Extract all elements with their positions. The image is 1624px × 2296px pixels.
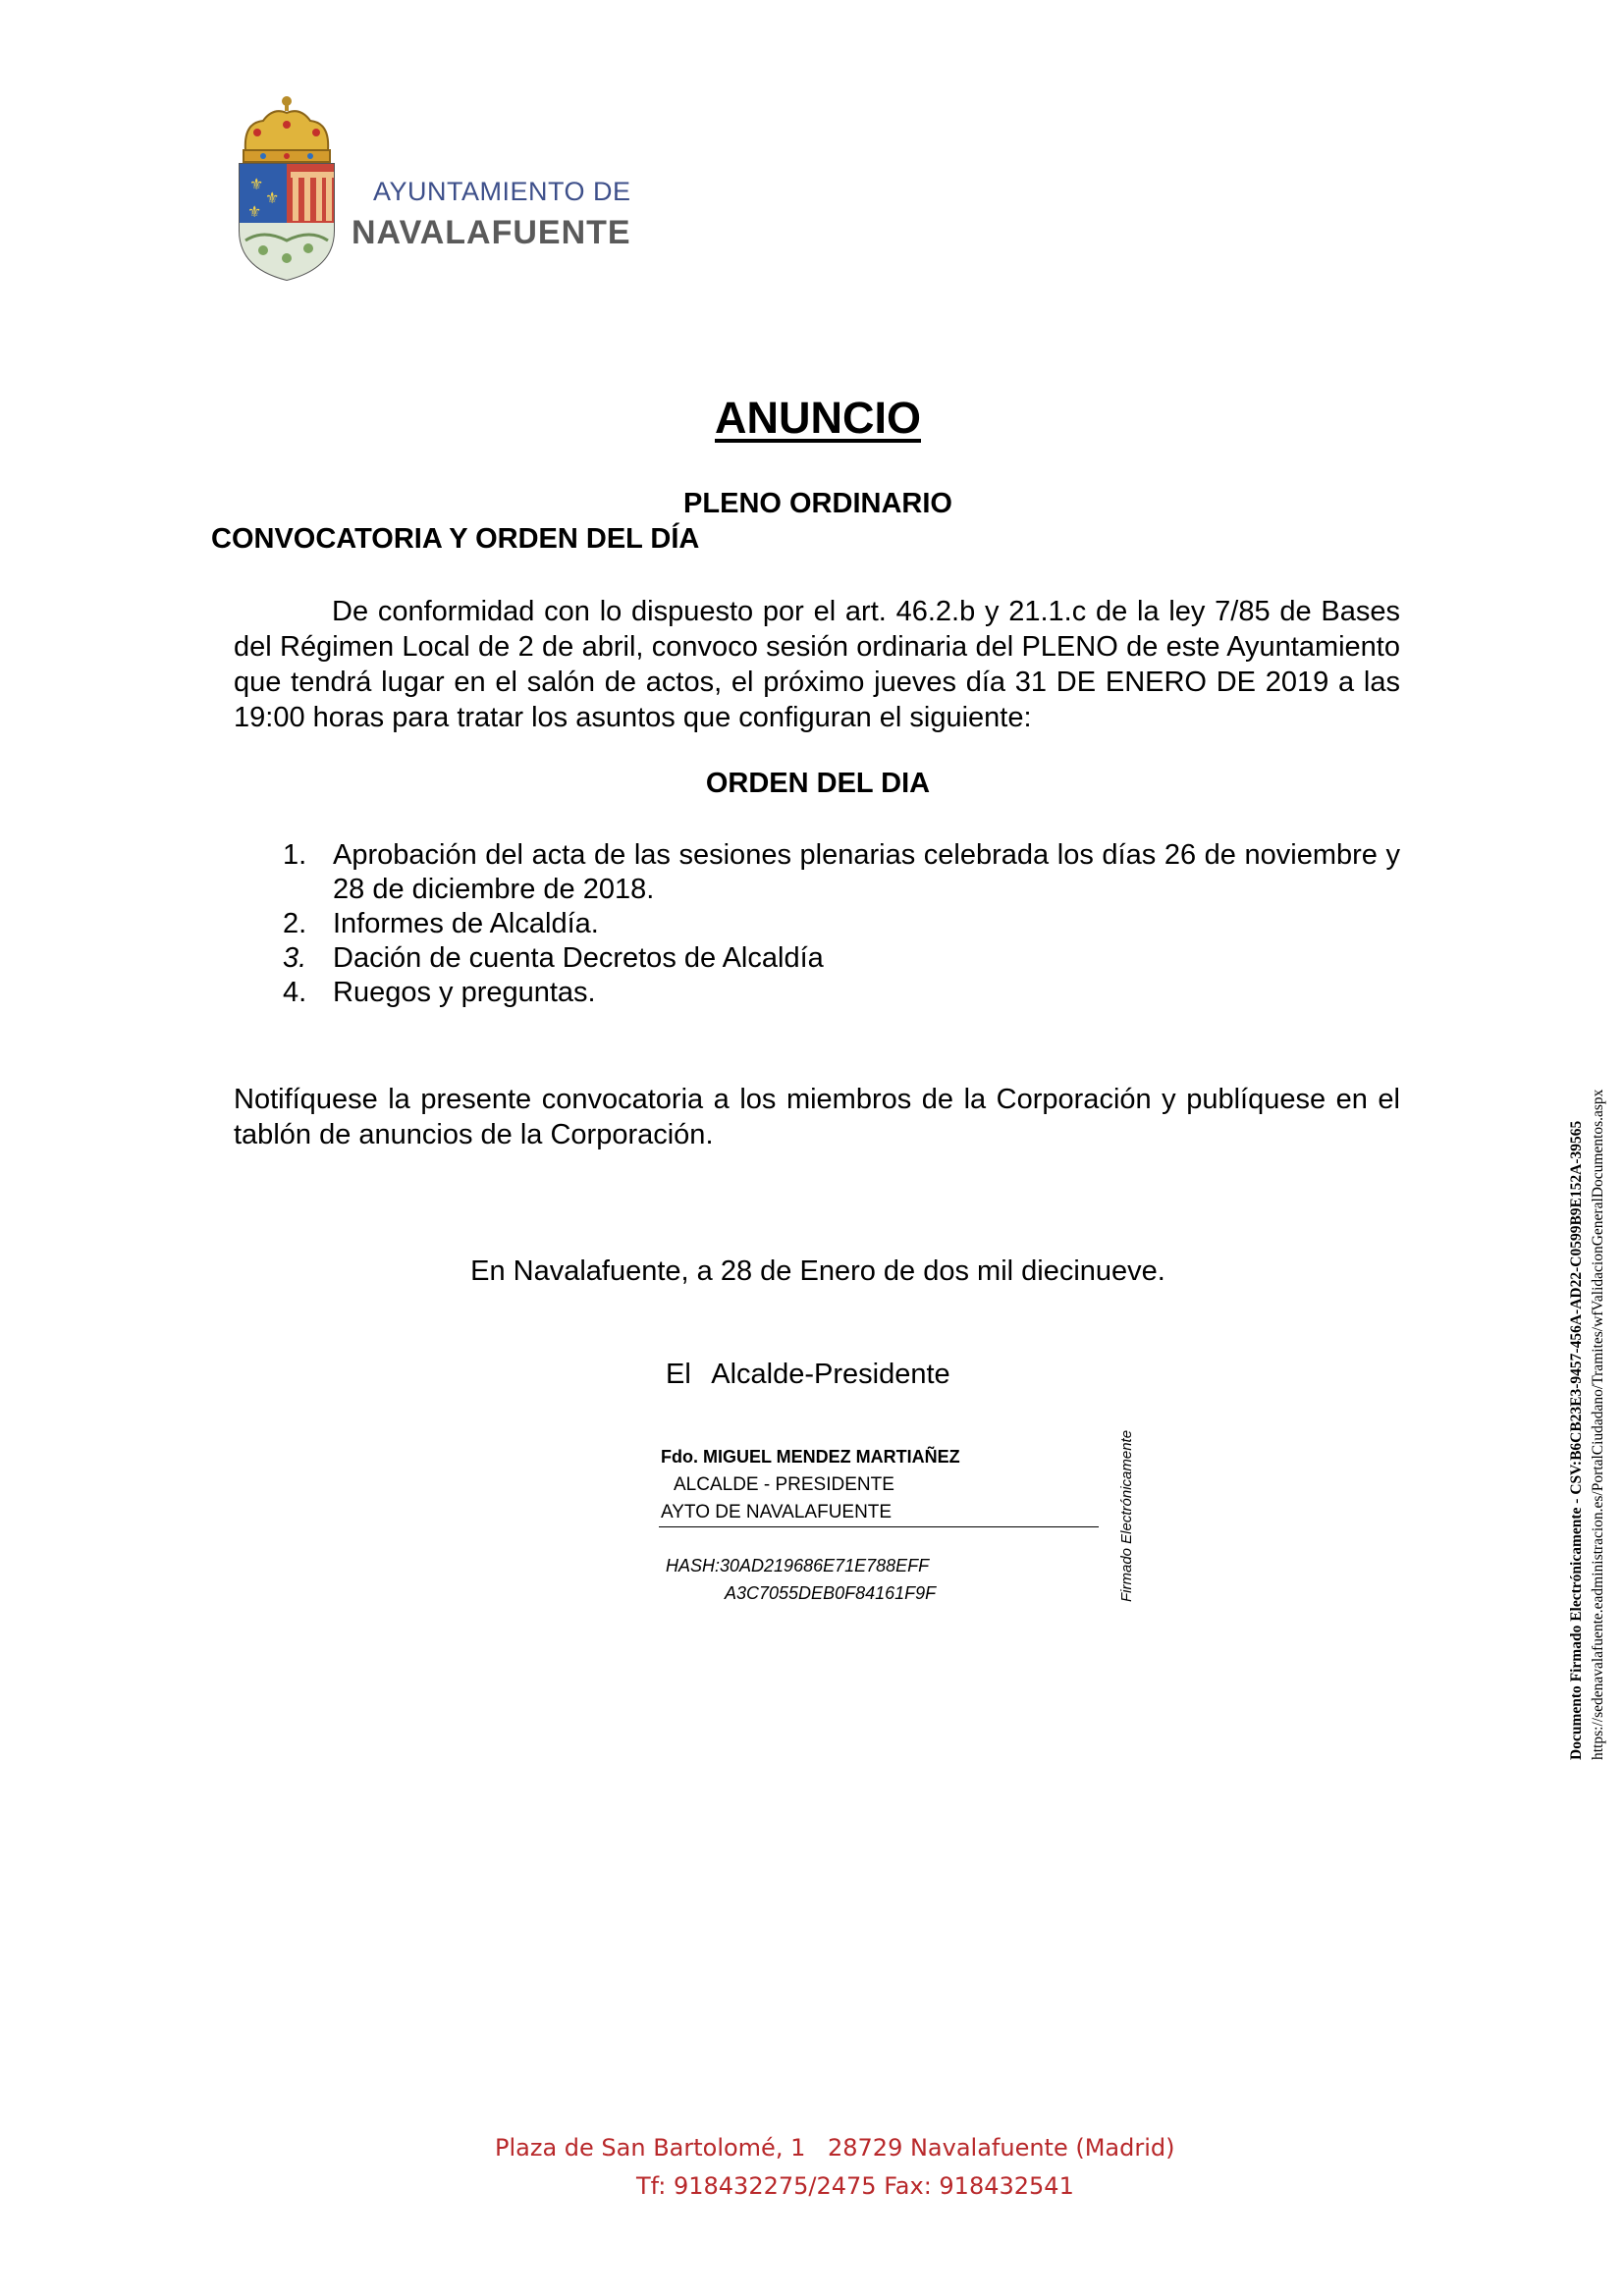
- signature-title: ALCALDE - PRESIDENTE: [674, 1474, 894, 1495]
- agenda-item-text: Dación de cuenta Decretos de Alcaldía: [333, 942, 824, 974]
- agenda-item-number: 3.: [283, 942, 307, 974]
- agenda-item-text: Informes de Alcaldía.: [333, 908, 599, 939]
- signature-hash-line2: A3C7055DEB0F84161F9F: [725, 1583, 937, 1603]
- footer-city: 28729 Navalafuente (Madrid): [828, 2134, 1175, 2162]
- signer-role: El Alcalde-Presidente: [666, 1359, 950, 1390]
- signature-divider: [659, 1526, 1099, 1527]
- csv-stamp-url: https://sedenavalafuente.eadministracion.es/PortalCiudadano/Tramites/wfValidacionGeneralDocumentos.aspx: [1590, 1089, 1606, 1760]
- subtitle-convocation: CONVOCATORIA Y ORDEN DEL DÍA: [211, 523, 700, 555]
- document-title: ANUNCIO: [715, 393, 921, 443]
- signature-hash-line1: HASH:30AD219686E71E788EFF: [666, 1556, 930, 1575]
- signature-name: Fdo. MIGUEL MENDEZ MARTIAÑEZ: [661, 1447, 960, 1467]
- csv-stamp-line1: Documento Firmado Electrónicamente - CSV:B6CB23E3-9457-456A-AD22-C0599B9E152A-39565: [1568, 1120, 1585, 1760]
- coat-of-arms-icon: [234, 93, 340, 282]
- body-paragraph: De conformidad con lo dispuesto por el art. 46.2.b y 21.1.c de la ley 7/85 de Bases del Régimen Local de 2 de abril, convoco sesión ordinaria del PLENO de este Ayuntamiento que tendrá lugar en el salón de actos, el próximo jueves día 31 DE ENERO DE 2019 a las 19:00 horas para tratar los asuntos que configuran el siguiente:: [234, 596, 1400, 733]
- agenda-list: [283, 838, 1400, 1010]
- org-name-line2: NAVALAFUENTE: [352, 214, 631, 251]
- signature-entity: AYTO DE NAVALAFUENTE: [661, 1502, 893, 1522]
- footer-address: Plaza de San Bartolomé, 1: [495, 2134, 806, 2162]
- svg-text:⚜: ⚜: [249, 175, 264, 193]
- agenda-item-text: Ruegos y preguntas.: [333, 977, 596, 1008]
- agenda-item: [283, 941, 1400, 976]
- subtitle-session-type: PLENO ORDINARIO: [683, 488, 952, 519]
- svg-text:⚜: ⚜: [265, 188, 280, 207]
- svg-text:⚜: ⚜: [247, 202, 262, 221]
- agenda-item: [283, 838, 1400, 907]
- agenda-item-number: 1.: [283, 839, 307, 871]
- agenda-item-text: Aprobación del acta de las sesiones plenarias celebrada los días 26 de noviembre y 28 de diciembre de 2018.: [333, 839, 1400, 905]
- agenda-item-number: 2.: [283, 908, 307, 939]
- place-date: En Navalafuente, a 28 de Enero de dos mil diecinueve.: [470, 1255, 1165, 1287]
- signature-vertical-label: Firmado Electrónicamente: [1118, 1429, 1135, 1602]
- footer-phone: Tf: 918432275/2475 Fax: 918432541: [636, 2172, 1074, 2200]
- org-name-line1: AYUNTAMIENTO DE: [373, 177, 631, 206]
- agenda-item: [283, 907, 1400, 941]
- notification-paragraph: Notifíquese la presente convocatoria a los miembros de la Corporación y publíquese en el tablón de anuncios de la Corporación.: [234, 1084, 1400, 1150]
- agenda-heading: ORDEN DEL DIA: [705, 768, 931, 799]
- agenda-item-number: 4.: [283, 977, 307, 1008]
- agenda-item: [283, 976, 1400, 1010]
